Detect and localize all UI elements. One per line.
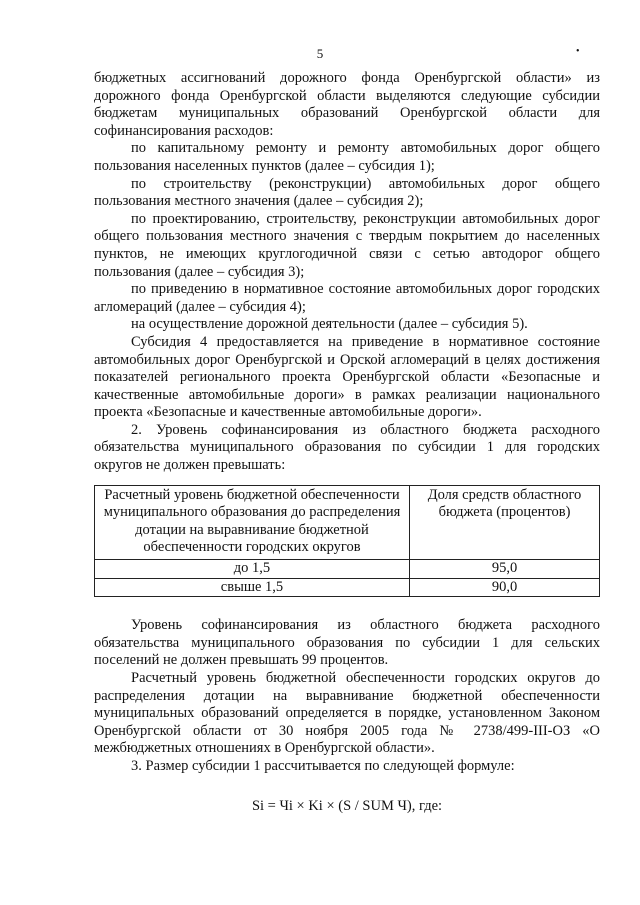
paragraph-subsidy-2: по строительству (реконструкции) автомобильных дорог общего пользования местного значения (далее – субсидия 2);	[94, 175, 600, 210]
corner-mark: •	[576, 46, 580, 57]
paragraph-budget-provision: Расчетный уровень бюджетной обеспеченности городских округов до распределения дотации на выравнивание бюджетной обеспеченности муниципальных образований определяется в порядке, установленном Законом Оренбургской области от 30 ноября 2005 года № 2738/499-III-ОЗ «О межбюджетных отношениях в Оренбургской области».	[94, 670, 600, 757]
paragraph-subsidy-4-purpose: Субсидия 4 предоставляется на приведение в нормативное состояние автомобильных дорог Оренбургской и Орской агломераций в целях достижения показателей регионального проекта Оренбургской области «Безопасные и качественные автомобильные дороги» в рамках реализации национального проекта «Безопасные и качественные автомобильные дороги».	[94, 333, 600, 421]
table-row	[95, 560, 600, 579]
paragraph-cofinancing-level: 2. Уровень софинансирования из областного бюджета расходного обязательства муниципального образования по субсидии 1 для городских округов не должен превышать:	[94, 421, 600, 474]
table-header-cell: Доля средств областного бюджета (процентов)	[410, 485, 600, 559]
document-body	[94, 70, 600, 815]
page-number: 5	[316, 46, 324, 61]
cofinancing-table	[94, 485, 600, 598]
paragraph-continuation: бюджетных ассигнований дорожного фонда Оренбургской области» из дорожного фонда Оренбургской области выделяются следующие субсидии бюджетам муниципальных образований Оренбургской области для софинансирования расходов:	[94, 70, 600, 139]
paragraph-formula-intro: 3. Размер субсидии 1 рассчитывается по следующей формуле:	[131, 757, 515, 774]
paragraph-subsidy-1: по капитальному ремонту и ремонту автомобильных дорог общего пользования населенных пунктов (далее – субсидия 1);	[94, 140, 600, 174]
table-cell: свыше 1,5	[95, 578, 410, 597]
paragraph-subsidy-3: по проектированию, строительству, реконструкции автомобильных дорог общего пользования местного значения с твердым покрытием до населенных пунктов, не имеющих круглогодичной связи с сетью автодорог общего пользования (далее – субсидия 3);	[94, 210, 600, 280]
table-cell: 95,0	[410, 560, 600, 579]
table-header-cell: Расчетный уровень бюджетной обеспеченности муниципального образования до распределения дотации на выравнивание бюджетной обеспеченности городских округов	[95, 485, 410, 559]
table-cell: 90,0	[410, 578, 600, 597]
paragraph-subsidy-5: на осуществление дорожной деятельности (далее – субсидия 5).	[131, 316, 528, 333]
table-cell: до 1,5	[95, 560, 410, 579]
paragraph-subsidy-4: по приведению в нормативное состояние автомобильных дорог городских агломераций (далее – субсидия 4);	[94, 281, 600, 315]
subsidy-formula: Si = Чi × Ki × (S / SUM Ч), где:	[251, 797, 443, 814]
table-header-row	[95, 485, 600, 559]
table-row	[95, 578, 600, 597]
paragraph-rural-settlements: Уровень софинансирования из областного бюджета расходного обязательства муниципального образования по субсидии 1 для сельских поселений не должен превышать 99 процентов.	[94, 617, 600, 669]
